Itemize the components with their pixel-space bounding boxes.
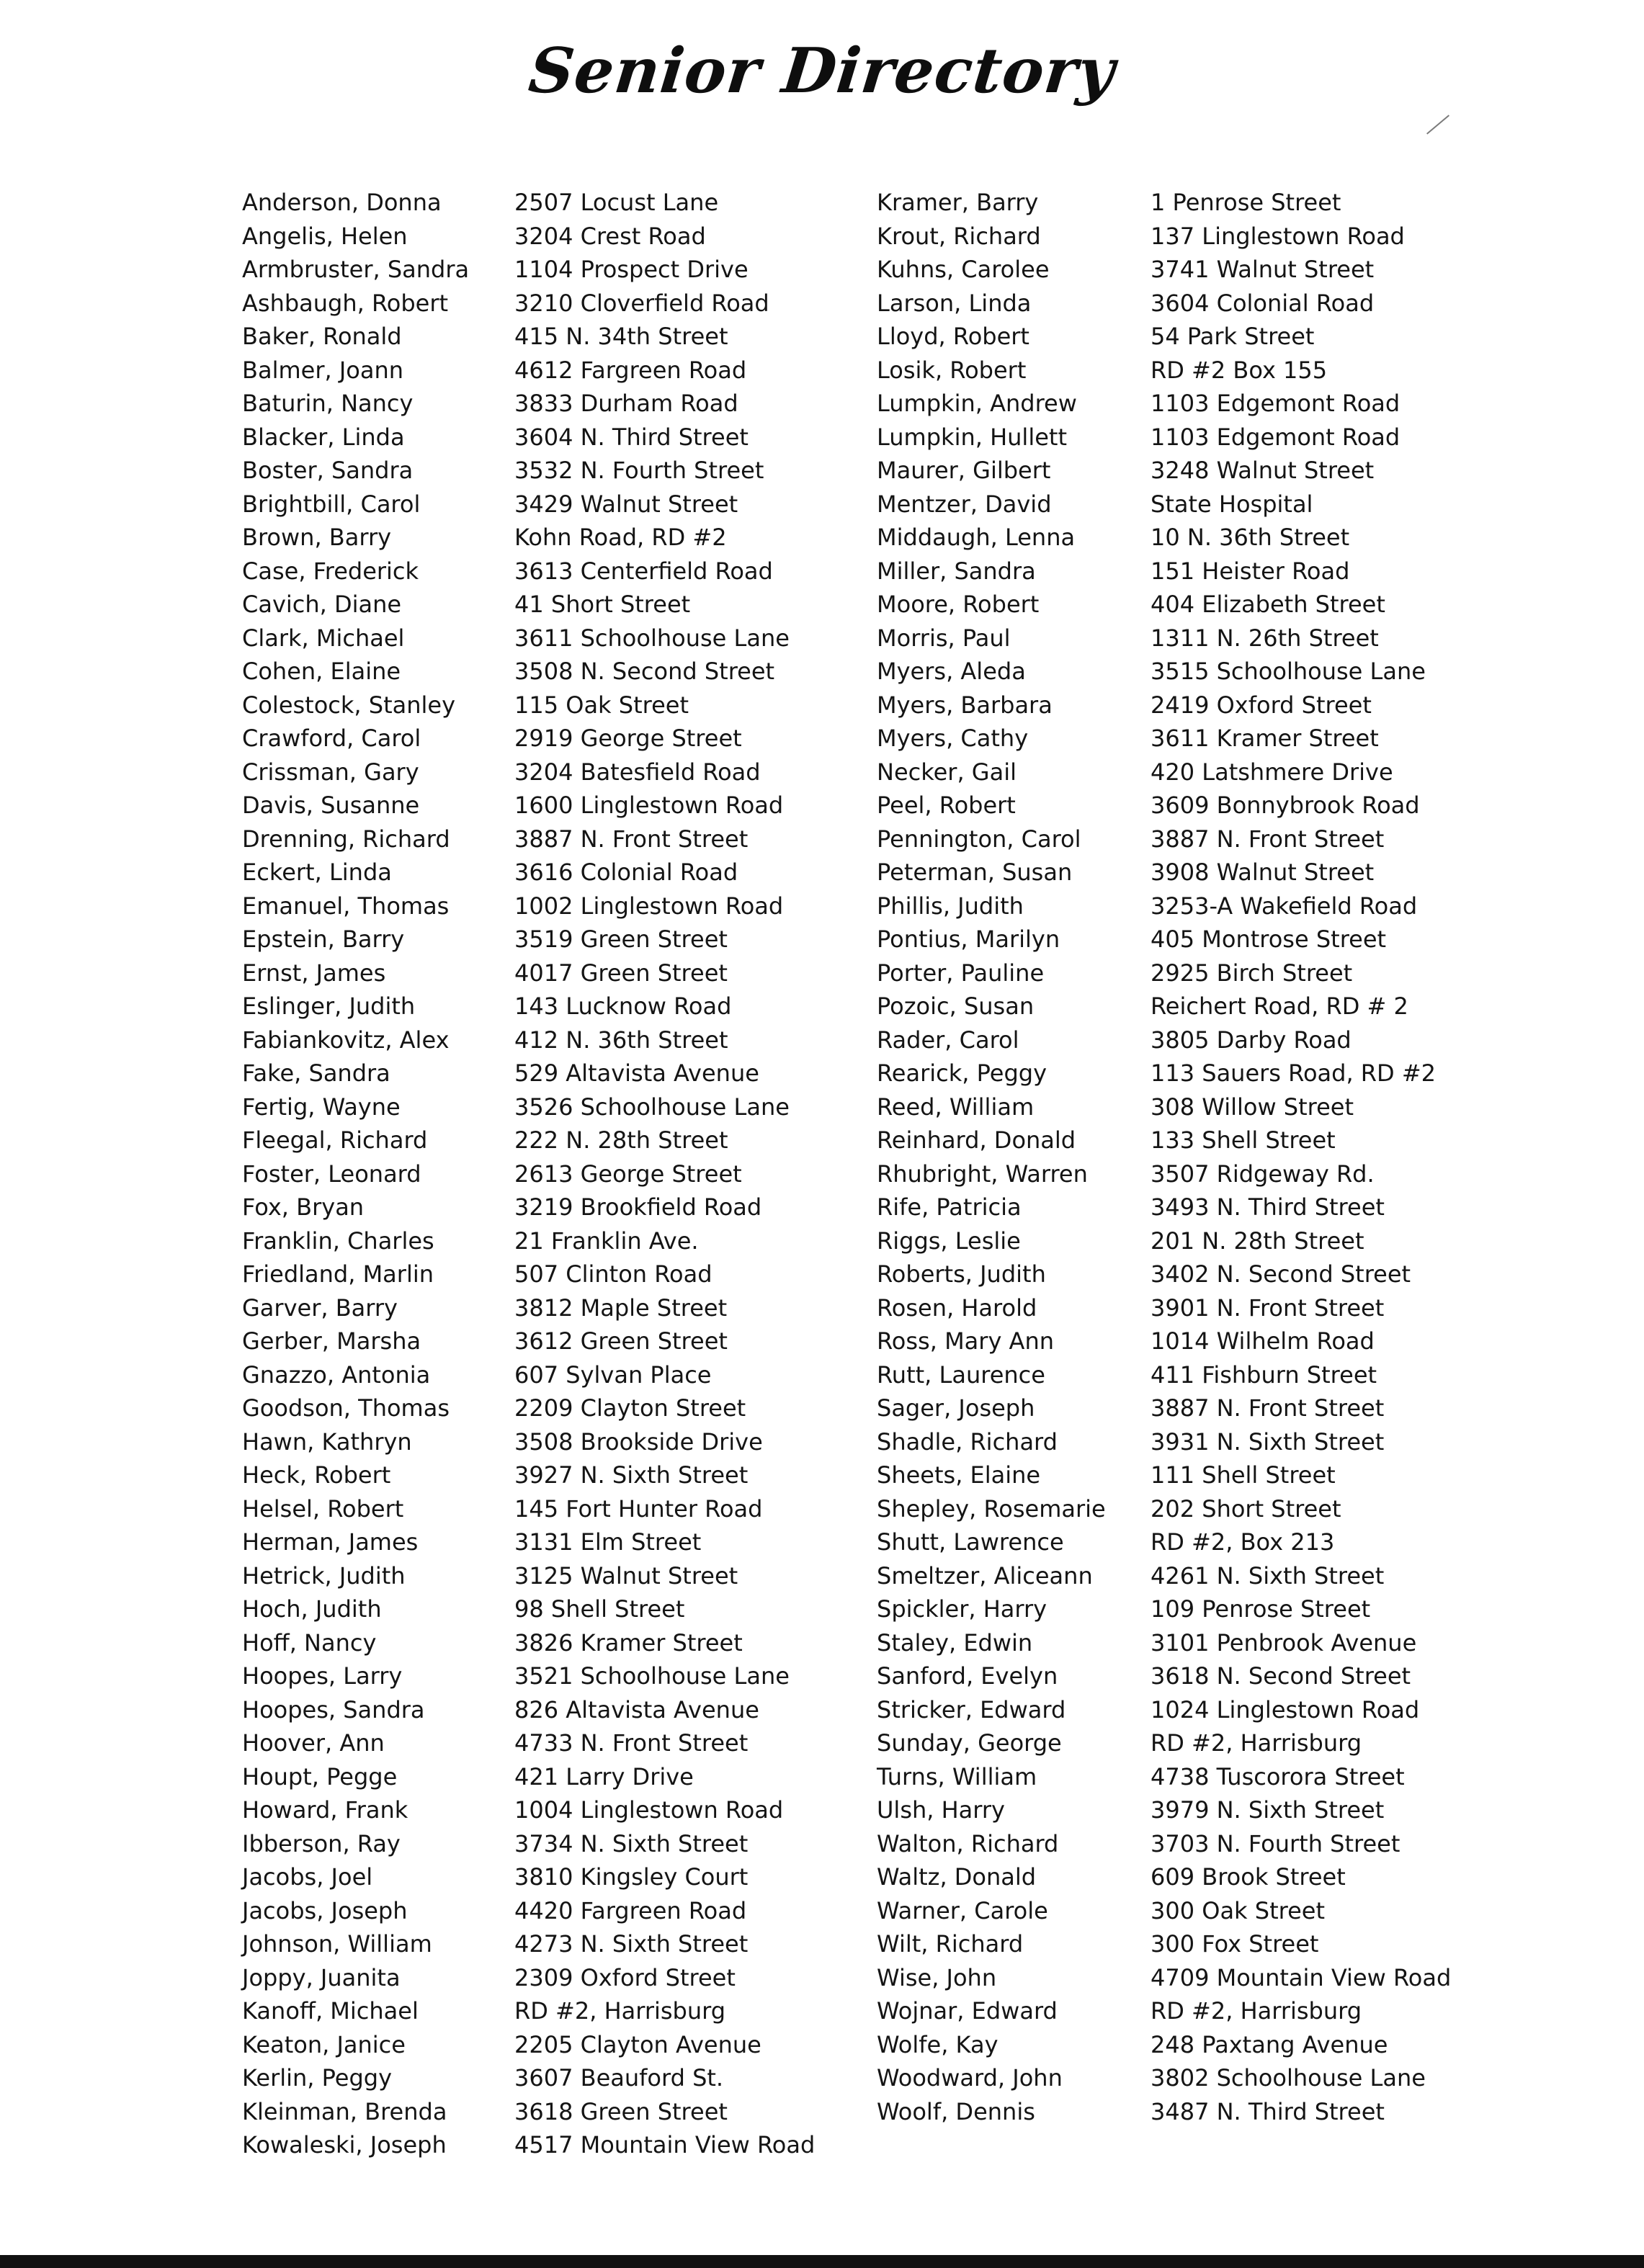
senior-address: 4273 N. Sixth Street	[514, 1930, 749, 1958]
senior-name: Woodward, John	[877, 2064, 1063, 2092]
senior-name: Hoch, Judith	[242, 1595, 382, 1623]
senior-name: Anderson, Donna	[242, 189, 442, 216]
senior-address: 10 N. 36th Street	[1151, 524, 1350, 551]
senior-address: 111 Shell Street	[1151, 1461, 1336, 1489]
senior-name: Herman, James	[242, 1528, 419, 1556]
left-names-column	[242, 186, 469, 2162]
senior-name: Cohen, Elaine	[242, 658, 401, 685]
senior-address: 3611 Kramer Street	[1151, 725, 1379, 752]
senior-name: Larson, Linda	[877, 289, 1032, 317]
senior-address: 308 Willow Street	[1151, 1093, 1354, 1121]
senior-name: Smeltzer, Aliceann	[877, 1561, 1093, 1590]
senior-name: Garver, Barry	[242, 1294, 398, 1322]
senior-name: Ibberson, Ray	[242, 1829, 401, 1857]
senior-name: Miller, Sandra	[877, 557, 1036, 585]
senior-name: Emanuel, Thomas	[242, 892, 450, 920]
senior-name: Shutt, Lawrence	[877, 1528, 1064, 1556]
senior-address: 529 Altavista Avenue	[514, 1059, 759, 1087]
senior-address: 41 Short Street	[514, 591, 691, 618]
senior-name: Hoopes, Larry	[242, 1662, 403, 1690]
senior-name: Lloyd, Robert	[877, 323, 1029, 350]
senior-address: 1014 Wilhelm Road	[1151, 1327, 1375, 1355]
senior-name: Clark, Michael	[242, 624, 405, 652]
senior-name: Drenning, Richard	[242, 825, 450, 853]
senior-name: Kleinman, Brenda	[242, 2097, 447, 2125]
senior-address: 300 Fox Street	[1151, 1930, 1319, 1958]
senior-address: 412 N. 36th Street	[514, 1026, 728, 1054]
senior-address: 1103 Edgemont Road	[1151, 390, 1400, 417]
senior-name: Ross, Mary Ann	[877, 1327, 1054, 1355]
senior-address: 201 N. 28th Street	[1151, 1227, 1364, 1255]
senior-name: Waltz, Donald	[877, 1863, 1037, 1891]
senior-address: 145 Fort Hunter Road	[514, 1494, 763, 1523]
senior-name: Franklin, Charles	[242, 1227, 434, 1255]
senior-address: 3734 N. Sixth Street	[514, 1829, 749, 1857]
senior-name: Balmer, Joann	[242, 356, 403, 384]
senior-name: Baker, Ronald	[242, 323, 402, 350]
senior-address: 4738 Tuscorora Street	[1151, 1762, 1405, 1790]
senior-address: 3612 Green Street	[514, 1327, 728, 1355]
senior-address: 3613 Centerfield Road	[514, 557, 773, 585]
senior-name: Maurer, Gilbert	[877, 457, 1051, 484]
senior-address: 3887 N. Front Street	[1151, 1394, 1385, 1422]
page-title: Senior Directory	[525, 35, 1119, 107]
senior-address: RD #2 Box 155	[1151, 356, 1328, 384]
senior-address: 3826 Kramer Street	[514, 1628, 743, 1657]
senior-name: Myers, Aleda	[877, 658, 1026, 685]
senior-address: 3741 Walnut Street	[1151, 256, 1375, 283]
senior-address: 151 Heister Road	[1151, 557, 1350, 585]
senior-name: Hetrick, Judith	[242, 1561, 406, 1590]
senior-address: Reichert Road, RD # 2	[1151, 992, 1408, 1020]
senior-name: Fox, Bryan	[242, 1193, 365, 1221]
senior-address: 3487 N. Third Street	[1151, 2097, 1385, 2125]
senior-name: Kramer, Barry	[877, 189, 1039, 216]
senior-address: State Hospital	[1151, 490, 1313, 518]
senior-name: Necker, Gail	[877, 758, 1017, 786]
senior-name: Hoopes, Sandra	[242, 1695, 425, 1724]
senior-address: 3802 Schoolhouse Lane	[1151, 2064, 1426, 2092]
senior-name: Sheets, Elaine	[877, 1461, 1041, 1489]
senior-address: 3887 N. Front Street	[514, 825, 749, 853]
senior-address: 3901 N. Front Street	[1151, 1294, 1385, 1322]
senior-address: 3493 N. Third Street	[1151, 1193, 1385, 1221]
senior-address: 3611 Schoolhouse Lane	[514, 624, 790, 652]
senior-address: RD #2, Harrisburg	[514, 1997, 726, 2025]
senior-name: Kerlin, Peggy	[242, 2064, 393, 2092]
senior-address: Kohn Road, RD #2	[514, 524, 727, 551]
senior-name: Cavich, Diane	[242, 591, 402, 618]
senior-name: Goodson, Thomas	[242, 1394, 450, 1422]
senior-name: Howard, Frank	[242, 1796, 408, 1824]
senior-name: Hoff, Nancy	[242, 1628, 377, 1657]
senior-name: Armbruster, Sandra	[242, 256, 470, 283]
senior-name: Friedland, Marlin	[242, 1260, 434, 1288]
senior-address: 2209 Clayton Street	[514, 1394, 746, 1422]
senior-name: Ashbaugh, Robert	[242, 289, 449, 317]
senior-address: 411 Fishburn Street	[1151, 1361, 1377, 1389]
senior-address: 3979 N. Sixth Street	[1151, 1796, 1385, 1824]
senior-address: 4733 N. Front Street	[514, 1729, 749, 1757]
senior-address: 3810 Kingsley Court	[514, 1863, 749, 1891]
senior-name: Rearick, Peggy	[877, 1059, 1047, 1087]
senior-name: Wise, John	[877, 1963, 997, 1991]
senior-name: Krout, Richard	[877, 222, 1041, 250]
senior-name: Sunday, George	[877, 1729, 1062, 1757]
senior-name: Phillis, Judith	[877, 892, 1024, 920]
senior-name: Peterman, Susan	[877, 859, 1073, 886]
senior-address: 3204 Batesfield Road	[514, 758, 761, 786]
senior-name: Sager, Joseph	[877, 1394, 1035, 1422]
senior-address: 300 Oak Street	[1151, 1896, 1325, 1924]
senior-address: 4517 Mountain View Road	[514, 2131, 816, 2159]
senior-address: 4261 N. Sixth Street	[1151, 1561, 1385, 1590]
senior-name: Myers, Cathy	[877, 725, 1029, 752]
senior-name: Ulsh, Harry	[877, 1796, 1005, 1824]
senior-address: 415 N. 34th Street	[514, 323, 728, 350]
senior-address: 3521 Schoolhouse Lane	[514, 1662, 790, 1690]
senior-name: Houpt, Pegge	[242, 1762, 398, 1790]
senior-address: 3532 N. Fourth Street	[514, 457, 764, 484]
senior-address: 609 Brook Street	[1151, 1863, 1346, 1891]
senior-address: 115 Oak Street	[514, 691, 689, 719]
senior-address: 2419 Oxford Street	[1151, 691, 1372, 719]
senior-name: Pozoic, Susan	[877, 992, 1035, 1020]
senior-name: Mentzer, David	[877, 490, 1052, 518]
senior-name: Blacker, Linda	[242, 423, 405, 451]
senior-name: Spickler, Harry	[877, 1595, 1047, 1623]
senior-name: Warner, Carole	[877, 1896, 1048, 1924]
senior-address: 1 Penrose Street	[1151, 189, 1341, 216]
senior-name: Fake, Sandra	[242, 1059, 390, 1087]
senior-name: Kowaleski, Joseph	[242, 2131, 447, 2159]
senior-address: 420 Latshmere Drive	[1151, 758, 1393, 786]
senior-address: 607 Sylvan Place	[514, 1361, 712, 1389]
senior-name: Jacobs, Joel	[242, 1863, 373, 1891]
senior-address: 3618 Green Street	[514, 2097, 728, 2125]
senior-name: Hoover, Ann	[242, 1729, 385, 1757]
senior-address: 3526 Schoolhouse Lane	[514, 1093, 790, 1121]
senior-name: Moore, Robert	[877, 591, 1040, 618]
senior-address: 1024 Linglestown Road	[1151, 1695, 1420, 1724]
senior-name: Rutt, Laurence	[877, 1361, 1045, 1389]
senior-name: Fleegal, Richard	[242, 1126, 428, 1154]
senior-address: 1103 Edgemont Road	[1151, 423, 1400, 451]
senior-address: 4420 Fargreen Road	[514, 1896, 747, 1924]
senior-address: 3618 N. Second Street	[1151, 1662, 1411, 1690]
senior-name: Turns, William	[877, 1762, 1037, 1790]
senior-address: 1600 Linglestown Road	[514, 792, 784, 819]
senior-name: Wolfe, Kay	[877, 2030, 999, 2058]
senior-address: 54 Park Street	[1151, 323, 1315, 350]
senior-address: 133 Shell Street	[1151, 1126, 1336, 1154]
senior-address: 21 Franklin Ave.	[514, 1227, 699, 1255]
senior-name: Keaton, Janice	[242, 2030, 406, 2058]
senior-address: 137 Linglestown Road	[1151, 222, 1405, 250]
senior-name: Colestock, Stanley	[242, 691, 456, 719]
senior-address: 3508 Brookside Drive	[514, 1427, 763, 1456]
senior-address: 3931 N. Sixth Street	[1151, 1427, 1385, 1456]
senior-name: Gnazzo, Antonia	[242, 1361, 431, 1389]
senior-name: Joppy, Juanita	[242, 1963, 401, 1991]
senior-address: 202 Short Street	[1151, 1494, 1341, 1523]
senior-address: 4612 Fargreen Road	[514, 356, 747, 384]
senior-address: 2919 George Street	[514, 725, 742, 752]
senior-address: 4017 Green Street	[514, 959, 728, 987]
senior-address: 248 Paxtang Avenue	[1151, 2030, 1388, 2058]
senior-name: Fertig, Wayne	[242, 1093, 401, 1121]
senior-name: Rhubright, Warren	[877, 1160, 1088, 1188]
senior-name: Pontius, Marilyn	[877, 925, 1060, 953]
senior-address: 405 Montrose Street	[1151, 925, 1387, 953]
senior-address: 3607 Beauford St.	[514, 2064, 724, 2092]
senior-name: Boster, Sandra	[242, 457, 414, 484]
senior-address: 3812 Maple Street	[514, 1294, 728, 1322]
senior-address: 1104 Prospect Drive	[514, 256, 749, 283]
senior-address: 421 Larry Drive	[514, 1762, 694, 1790]
senior-address: 113 Sauers Road, RD #2	[1151, 1059, 1436, 1087]
senior-address: 2309 Oxford Street	[514, 1963, 736, 1991]
senior-address: 3703 N. Fourth Street	[1151, 1829, 1400, 1857]
senior-address: 3616 Colonial Road	[514, 859, 738, 886]
senior-address: RD #2, Harrisburg	[1151, 1997, 1362, 2025]
senior-address: 1004 Linglestown Road	[514, 1796, 784, 1824]
senior-address: 1002 Linglestown Road	[514, 892, 784, 920]
senior-address: 3604 Colonial Road	[1151, 289, 1375, 317]
senior-name: Middaugh, Lenna	[877, 524, 1076, 551]
senior-address: RD #2, Box 213	[1151, 1528, 1335, 1556]
senior-name: Shepley, Rosemarie	[877, 1494, 1106, 1523]
senior-name: Baturin, Nancy	[242, 390, 414, 417]
senior-name: Davis, Susanne	[242, 792, 420, 819]
senior-name: Angelis, Helen	[242, 222, 408, 250]
senior-name: Porter, Pauline	[877, 959, 1045, 987]
senior-name: Helsel, Robert	[242, 1494, 404, 1523]
senior-name: Rosen, Harold	[877, 1294, 1037, 1322]
senior-name: Crawford, Carol	[242, 725, 421, 752]
senior-name: Riggs, Leslie	[877, 1227, 1021, 1255]
scan-bottom-edge	[0, 2255, 1644, 2268]
senior-name: Hawn, Kathryn	[242, 1427, 412, 1456]
senior-name: Ernst, James	[242, 959, 386, 987]
senior-name: Gerber, Marsha	[242, 1327, 421, 1355]
senior-name: Johnson, William	[242, 1930, 432, 1958]
senior-name: Rader, Carol	[877, 1026, 1019, 1054]
stray-pen-mark	[1426, 115, 1449, 134]
senior-name: Jacobs, Joseph	[242, 1896, 408, 1924]
senior-address: 3402 N. Second Street	[1151, 1260, 1411, 1288]
senior-address: 2507 Locust Lane	[514, 189, 719, 216]
senior-address: 3927 N. Sixth Street	[514, 1461, 749, 1489]
senior-name: Woolf, Dennis	[877, 2097, 1035, 2125]
senior-address: 404 Elizabeth Street	[1151, 591, 1385, 618]
senior-address: 3429 Walnut Street	[514, 490, 738, 518]
senior-address: 826 Altavista Avenue	[514, 1695, 759, 1724]
senior-name: Reinhard, Donald	[877, 1126, 1076, 1154]
senior-name: Epstein, Barry	[242, 925, 405, 953]
left-addresses-column	[514, 186, 815, 2162]
senior-name: Wojnar, Edward	[877, 1997, 1058, 2025]
senior-name: Peel, Robert	[877, 792, 1016, 819]
senior-name: Brown, Barry	[242, 524, 392, 551]
senior-name: Stricker, Edward	[877, 1695, 1066, 1724]
senior-name: Morris, Paul	[877, 624, 1011, 652]
senior-address: 3125 Walnut Street	[514, 1561, 738, 1590]
senior-address: 3887 N. Front Street	[1151, 825, 1385, 853]
senior-address: 3805 Darby Road	[1151, 1026, 1352, 1054]
senior-name: Walton, Richard	[877, 1829, 1059, 1857]
senior-address: 3604 N. Third Street	[514, 423, 749, 451]
senior-name: Crissman, Gary	[242, 758, 419, 786]
senior-address: 109 Penrose Street	[1151, 1595, 1371, 1623]
senior-name: Sanford, Evelyn	[877, 1662, 1058, 1690]
right-addresses-column	[1151, 186, 1451, 2128]
senior-address: 3519 Green Street	[514, 925, 728, 953]
senior-name: Reed, William	[877, 1093, 1035, 1121]
senior-address: 2205 Clayton Avenue	[514, 2030, 761, 2058]
senior-address: 3508 N. Second Street	[514, 658, 775, 685]
senior-name: Lumpkin, Andrew	[877, 390, 1077, 417]
senior-name: Rife, Patricia	[877, 1193, 1022, 1221]
senior-address: 143 Lucknow Road	[514, 992, 732, 1020]
senior-address: RD #2, Harrisburg	[1151, 1729, 1362, 1757]
senior-name: Heck, Robert	[242, 1461, 391, 1489]
senior-address: 3248 Walnut Street	[1151, 457, 1375, 484]
senior-address: 3609 Bonnybrook Road	[1151, 792, 1420, 819]
senior-address: 3507 Ridgeway Rd.	[1151, 1160, 1375, 1188]
senior-name: Shadle, Richard	[877, 1427, 1058, 1456]
senior-name: Brightbill, Carol	[242, 490, 421, 518]
senior-name: Wilt, Richard	[877, 1930, 1024, 1958]
senior-address: 3253-A Wakefield Road	[1151, 892, 1418, 920]
senior-address: 222 N. 28th Street	[514, 1126, 728, 1154]
senior-address: 3219 Brookfield Road	[514, 1193, 762, 1221]
senior-name: Lumpkin, Hullett	[877, 423, 1067, 451]
senior-address: 3833 Durham Road	[514, 390, 738, 417]
senior-name: Eslinger, Judith	[242, 992, 416, 1020]
senior-address: 3101 Penbrook Avenue	[1151, 1628, 1417, 1657]
senior-address: 1311 N. 26th Street	[1151, 624, 1379, 652]
senior-address: 3204 Crest Road	[514, 222, 706, 250]
senior-address: 2613 George Street	[514, 1160, 742, 1188]
right-names-column	[877, 186, 1106, 2128]
senior-name: Foster, Leonard	[242, 1160, 421, 1188]
senior-address: 3131 Elm Street	[514, 1528, 702, 1556]
senior-name: Case, Frederick	[242, 557, 419, 585]
senior-name: Staley, Edwin	[877, 1628, 1033, 1657]
senior-address: 98 Shell Street	[514, 1595, 685, 1623]
senior-address: 507 Clinton Road	[514, 1260, 712, 1288]
senior-address: 3515 Schoolhouse Lane	[1151, 658, 1426, 685]
senior-address: 3210 Cloverfield Road	[514, 289, 769, 317]
senior-name: Myers, Barbara	[877, 691, 1053, 719]
senior-address: 2925 Birch Street	[1151, 959, 1353, 987]
senior-name: Roberts, Judith	[877, 1260, 1046, 1288]
senior-address: 4709 Mountain View Road	[1151, 1963, 1452, 1991]
senior-name: Kanoff, Michael	[242, 1997, 419, 2025]
senior-name: Losik, Robert	[877, 356, 1027, 384]
senior-name: Fabiankovitz, Alex	[242, 1026, 450, 1054]
senior-name: Pennington, Carol	[877, 825, 1081, 853]
senior-name: Eckert, Linda	[242, 859, 392, 886]
senior-address: 3908 Walnut Street	[1151, 859, 1375, 886]
senior-name: Kuhns, Carolee	[877, 256, 1050, 283]
